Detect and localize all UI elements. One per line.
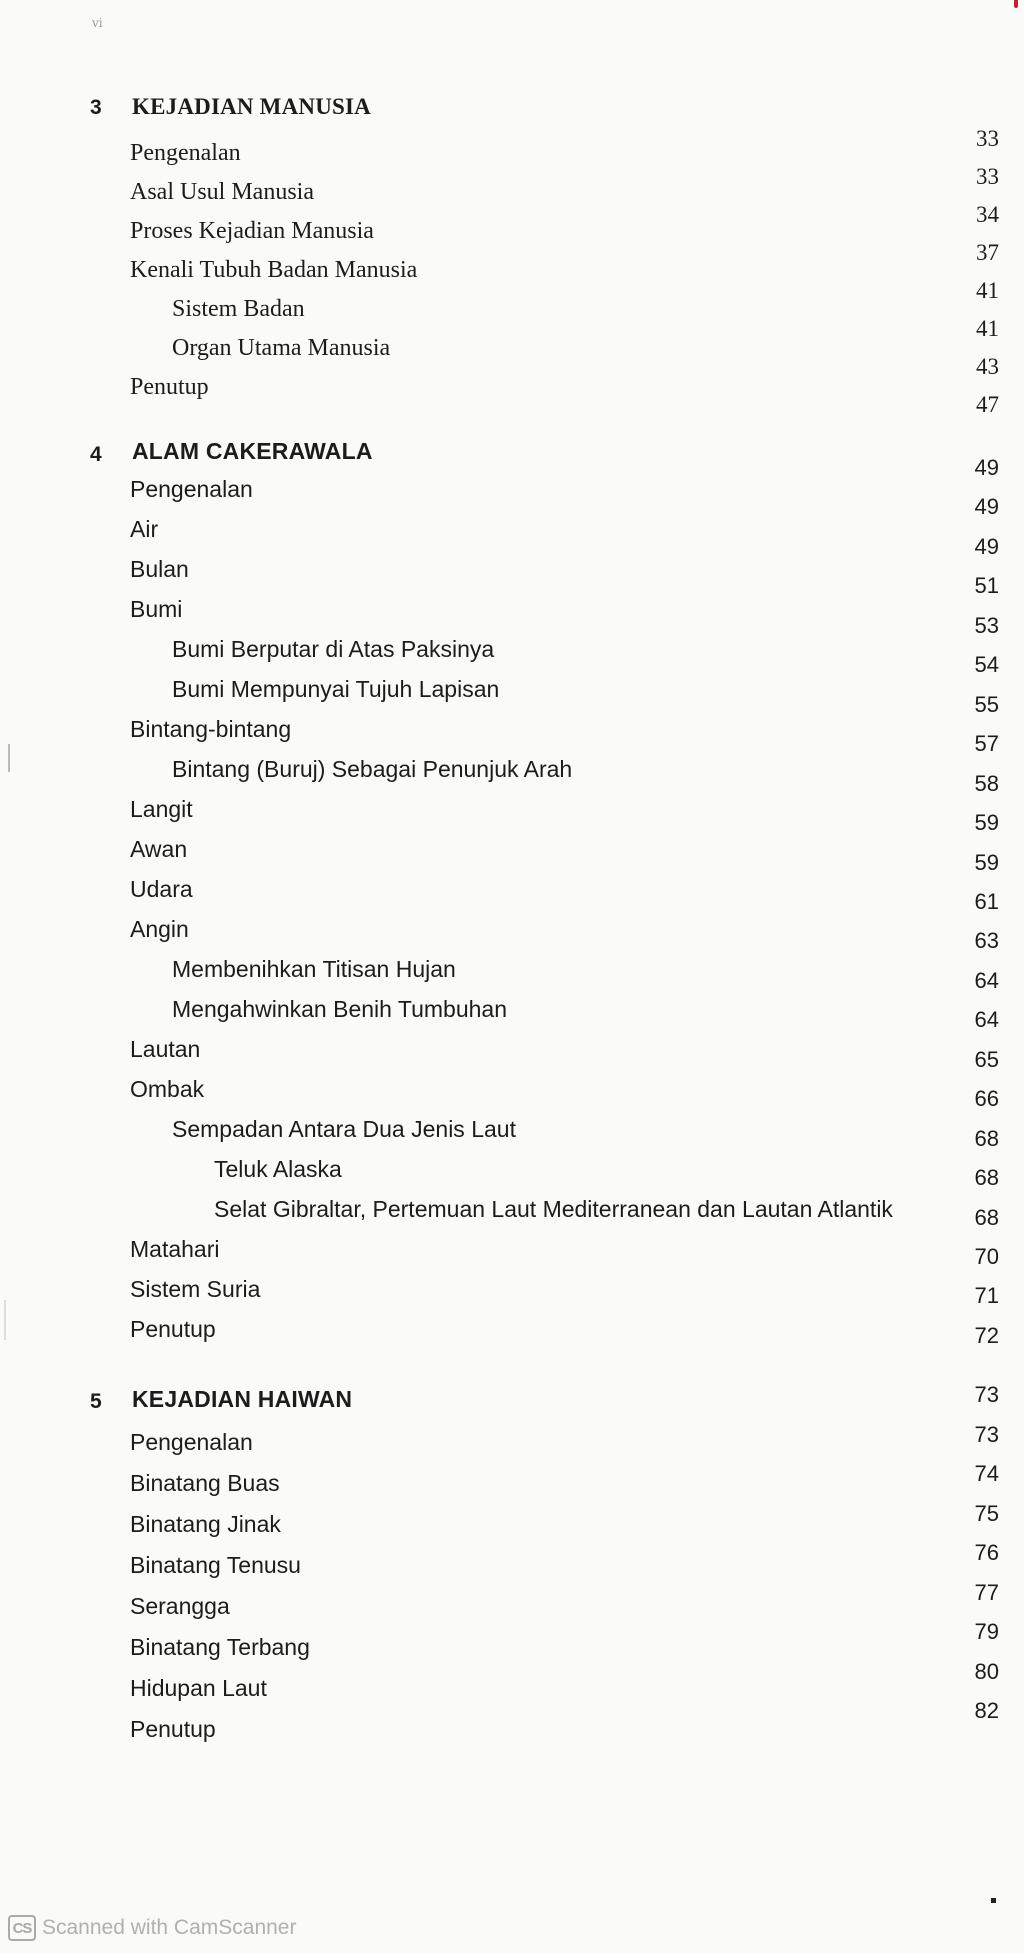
red-edge-mark (1014, 0, 1018, 8)
toc-entry: Serangga (130, 1593, 230, 1619)
toc-entry: Ombak (130, 1076, 205, 1102)
page-number: 68 (974, 1165, 999, 1191)
page-number: 34 (976, 202, 999, 227)
toc-entry: Mengahwinkan Benih Tumbuhan (172, 996, 508, 1022)
chapter-title: ALAM CAKERAWALA (132, 438, 373, 464)
page-number: 59 (974, 810, 999, 836)
toc-entry: Bumi Mempunyai Tujuh Lapisan (172, 676, 500, 702)
toc-entry: Air (130, 516, 159, 542)
watermark-text: Scanned with CamScanner (42, 1916, 297, 1939)
toc-entry: Matahari (130, 1236, 220, 1262)
page-number: 63 (974, 928, 999, 954)
chapter-number: 4 (90, 443, 102, 466)
toc-entry: Langit (130, 796, 193, 822)
page-number: 37 (976, 240, 999, 265)
camscanner-watermark (8, 1913, 296, 1943)
toc-entry: Angin (130, 916, 189, 942)
toc-entry: Teluk Alaska (214, 1156, 342, 1182)
page-folio: vi (92, 16, 103, 30)
page-number: 33 (976, 126, 999, 151)
toc-entry: Kenali Tubuh Badan Manusia (130, 257, 418, 283)
scan-edge-mark-lower (4, 1300, 6, 1340)
page-number: 73 (974, 1382, 999, 1407)
toc-entry: Hidupan Laut (130, 1675, 267, 1701)
toc-entry: Binatang Jinak (130, 1511, 281, 1537)
page-number: 59 (974, 849, 999, 875)
toc-entry: Organ Utama Manusia (172, 335, 391, 361)
toc-entry: Pengenalan (130, 1429, 253, 1455)
chapter-number: 5 (90, 1390, 102, 1413)
page-number: 66 (974, 1086, 999, 1112)
page-number: 55 (974, 691, 999, 717)
page-number: 57 (974, 731, 999, 757)
page-number: 49 (974, 533, 999, 559)
toc-entry: Penutup (130, 374, 209, 400)
page-number: 73 (974, 1421, 999, 1447)
page-number: 33 (976, 164, 999, 189)
chapter-title: KEJADIAN MANUSIA (132, 94, 371, 119)
toc-entry: Binatang Terbang (130, 1634, 310, 1660)
toc-entry: Selat Gibraltar, Pertemuan Laut Mediterranean dan Lautan Atlantik (214, 1196, 893, 1222)
page-number: 64 (974, 967, 999, 993)
page-number: 75 (974, 1500, 999, 1526)
page-number: 47 (976, 392, 999, 417)
page-number: 54 (974, 652, 999, 678)
page-number: 49 (974, 494, 999, 520)
camscanner-logo-icon: CS (8, 1915, 36, 1941)
toc-entry: Bumi Berputar di Atas Paksinya (172, 636, 495, 662)
page-number: 76 (974, 1540, 999, 1565)
page-number: 71 (974, 1283, 999, 1309)
toc-entry: Penutup (130, 1316, 216, 1342)
scan-dot-mark (991, 1898, 996, 1903)
toc-entry: Lautan (130, 1036, 201, 1062)
page-number: 72 (974, 1322, 999, 1348)
page-number: 61 (974, 888, 999, 914)
scan-edge-mark (8, 744, 10, 772)
page-number: 64 (974, 1007, 999, 1033)
page-number: 51 (974, 573, 999, 599)
page-number: 79 (974, 1619, 999, 1644)
toc-entry: Membenihkan Titisan Hujan (172, 956, 456, 982)
toc-entry: Bintang-bintang (130, 716, 292, 742)
page-number: 65 (974, 1046, 999, 1072)
toc-entry: Udara (130, 876, 193, 902)
page-number: 41 (976, 316, 999, 341)
page-number: 70 (974, 1244, 999, 1269)
chapter-title: KEJADIAN HAIWAN (132, 1386, 353, 1412)
page-number: 43 (976, 354, 999, 379)
page-number: 49 (974, 455, 999, 480)
page-number: 53 (974, 612, 999, 638)
page-number: 68 (974, 1125, 999, 1151)
toc-entry: Sistem Suria (130, 1276, 261, 1302)
page-number: 77 (974, 1579, 999, 1605)
toc-entry: Bulan (130, 556, 189, 582)
toc-entry: Binatang Tenusu (130, 1552, 301, 1578)
toc-entry: Sistem Badan (172, 296, 305, 322)
toc-entry: Pengenalan (130, 140, 241, 166)
toc-entry: Proses Kejadian Manusia (130, 218, 374, 244)
toc-entry: Sempadan Antara Dua Jenis Laut (172, 1116, 516, 1142)
toc-entry: Penutup (130, 1716, 216, 1742)
page-number: 68 (974, 1204, 999, 1230)
toc-entry: Awan (130, 836, 188, 862)
toc-entry: Asal Usul Manusia (130, 179, 314, 205)
page-number: 74 (974, 1461, 999, 1486)
page-number: 82 (974, 1698, 999, 1723)
toc-entry: Pengenalan (130, 476, 253, 502)
page-number: 58 (974, 770, 999, 796)
chapter-number: 3 (90, 96, 102, 119)
toc-entry: Binatang Buas (130, 1470, 280, 1496)
page-number: 41 (976, 278, 999, 303)
page-number: 80 (974, 1658, 999, 1684)
toc-entry: Bintang (Buruj) Sebagai Penunjuk Arah (172, 756, 573, 782)
toc-entry: Bumi (130, 596, 183, 622)
